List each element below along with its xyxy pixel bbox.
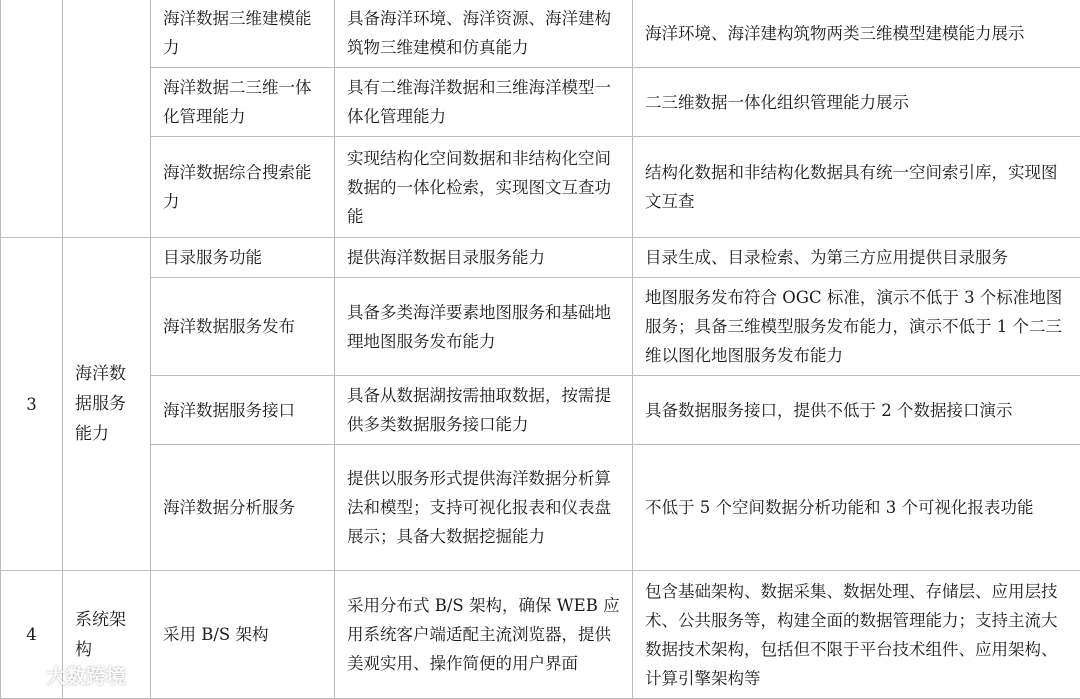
- requirement-cell: 采用分布式 B/S 架构，确保 WEB 应用系统客户端适配主流浏览器，提供美观实用、操作简便的用户界面: [335, 571, 633, 699]
- table-row: [1, 445, 1080, 571]
- item-cell: 海洋数据服务发布: [151, 278, 335, 376]
- requirement-cell: 具备从数据湖按需抽取数据，按需提供多类数据服务接口能力: [335, 376, 633, 445]
- item-cell: 海洋数据服务接口: [151, 376, 335, 445]
- demo-cell: 不低于 5 个空间数据分析功能和 3 个可视化报表功能: [633, 445, 1080, 571]
- item-cell: 海洋数据三维建模能力: [151, 0, 335, 68]
- requirement-cell: 具备海洋环境、海洋资源、海洋建构筑物三维建模和仿真能力: [335, 0, 633, 68]
- requirement-cell: 提供海洋数据目录服务能力: [335, 238, 633, 278]
- requirement-cell: 提供以服务形式提供海洋数据分析算法和模型；支持可视化报表和仪表盘展示；具备大数据挖掘能力: [335, 445, 633, 571]
- demo-cell: 具备数据服务接口，提供不低于 2 个数据接口演示: [633, 376, 1080, 445]
- table-row: [1, 238, 1080, 278]
- requirement-cell: 具有二维海洋数据和三维海洋模型一体化管理能力: [335, 68, 633, 137]
- category-cell: [63, 0, 151, 238]
- row-number-cell: 3: [1, 238, 63, 571]
- table-row: [1, 278, 1080, 376]
- logo-mark-icon: [6, 662, 40, 688]
- table-row: [1, 376, 1080, 445]
- demo-cell: 地图服务发布符合 OGC 标准，演示不低于 3 个标准地图服务；具备三维模型服务发布能力，演示不低于 1 个二三维以图化地图服务发布能力: [633, 278, 1080, 376]
- item-cell: 海洋数据二三维一体化管理能力: [151, 68, 335, 137]
- table-row: [1, 68, 1080, 137]
- demo-cell: 二三维数据一体化组织管理能力展示: [633, 68, 1080, 137]
- demo-cell: 目录生成、目录检索、为第三方应用提供目录服务: [633, 238, 1080, 278]
- watermark: [6, 660, 126, 689]
- demo-cell: 海洋环境、海洋建构筑物两类三维模型建模能力展示: [633, 0, 1080, 68]
- watermark-text: 大数跨境: [46, 660, 126, 689]
- table-row: [1, 137, 1080, 238]
- requirement-cell: 实现结构化空间数据和非结构化空间数据的一体化检索，实现图文互查功能: [335, 137, 633, 238]
- category-cell: 系统架构: [63, 571, 151, 699]
- item-cell: 目录服务功能: [151, 238, 335, 278]
- table-row: [1, 0, 1080, 68]
- demo-cell: 包含基础架构、数据采集、数据处理、存储层、应用层技术、公共服务等，构建全面的数据管理能力；支持主流大数据技术架构，包括但不限于平台技术组件、应用架构、计算引擎架构等: [633, 571, 1080, 699]
- row-number-cell: [1, 0, 63, 238]
- table-row: [1, 571, 1080, 699]
- item-cell: 海洋数据分析服务: [151, 445, 335, 571]
- requirement-cell: 具备多类海洋要素地图服务和基础地理地图服务发布能力: [335, 278, 633, 376]
- demo-cell: 结构化数据和非结构化数据具有统一空间索引库，实现图文互查: [633, 137, 1080, 238]
- item-cell: 采用 B/S 架构: [151, 571, 335, 699]
- item-cell: 海洋数据综合搜索能力: [151, 137, 335, 238]
- row-number-cell: 4: [1, 571, 63, 699]
- category-cell: 海洋数据服务能力: [63, 238, 151, 571]
